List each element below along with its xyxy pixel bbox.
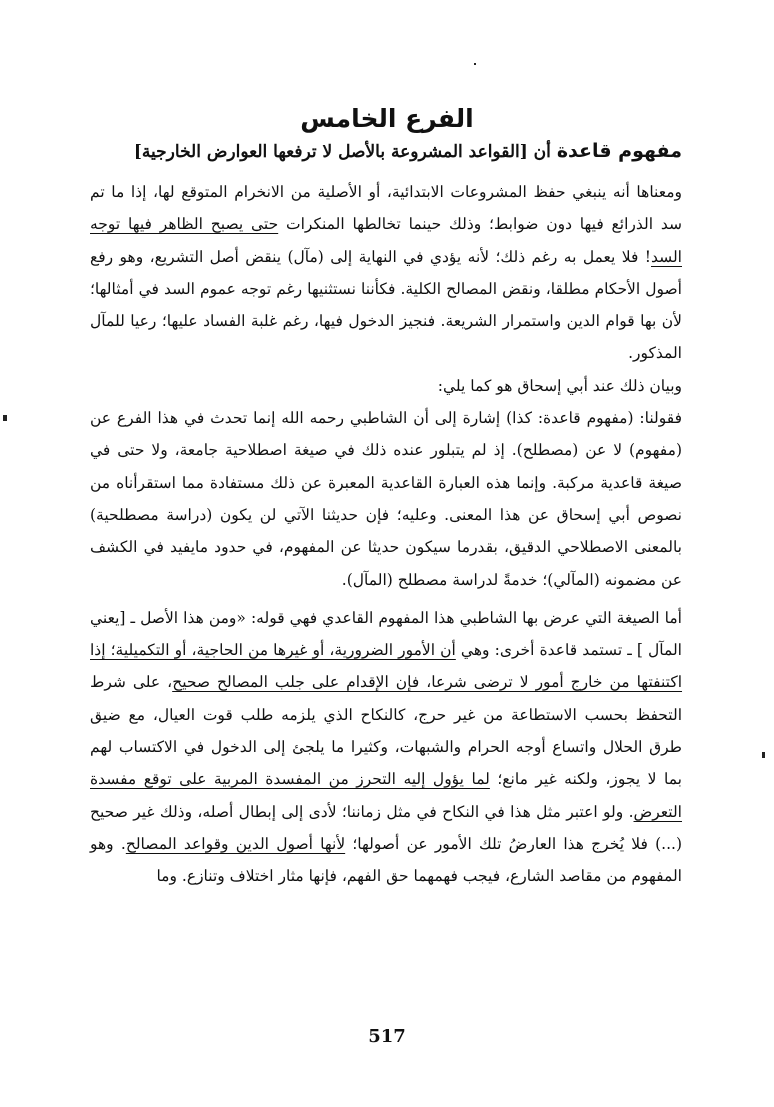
underlined-phrase: حتى يصبح الظاهر فيها توجه السد bbox=[90, 215, 682, 266]
paragraph bbox=[90, 402, 682, 596]
scan-mark-left bbox=[3, 415, 7, 421]
text-segment: ! فلا يعمل به رغم ذلك؛ لأنه يؤدي في النهاية إلى (مآل) ينقض أصل التشريع، وهو رفع أصول الأحكام مطلقا، ونقض المصالح الكلية. فكأننا نستثنيها رغم توجه عموم السد في أمثالها؛ لأن بها قوام الدين واستمرار الشريعة. فنجيز الدخول فيها، رغم غلبة الفساد عليها؛ رعيا للمآل المذكور. bbox=[90, 247, 682, 363]
scan-mark-right bbox=[762, 752, 765, 758]
page-number: 517 bbox=[368, 1026, 406, 1047]
underlined-phrase: لأنها أصول الدين وقواعد المصالح bbox=[125, 834, 346, 853]
text-segment: وبيان ذلك عند أبي إسحاق هو كما يلي: bbox=[437, 376, 682, 395]
section-title: الفرع الخامس bbox=[300, 104, 474, 133]
text-segment: فقولنا: (مفهوم قاعدة: كذا) إشارة إلى أن الشاطبي رحمه الله إنما تحدث في هذا الفرع عن (مفهوم) لا عن (مصطلح). إذ لم يتبلور عنده ذلك في صيغة اصطلاحية جامعة، ولا حتى في صيغة قاعدية مركبة. وإنما هذه العبارة القاعدية المعبرة عن ذلك مستفادة مما استقرأناه من نصوص أبي إسحاق عن هذا المعنى. وعليه؛ فإن حديثنا الآتي لن يكون (دراسة مصطلحية) بالمعنى الاصطلاحي الدقيق، بقدرما سيكون حديثا عن المفهوم، في حدود مايفيد في الكشف عن مضمونه (المآلي)؛ خدمةً لدراسة مصطلح (المآل). bbox=[90, 409, 682, 589]
heading-keyword: مفهوم قاعدة bbox=[556, 140, 682, 162]
text-segment: أما الصيغة التي عرض بها الشاطبي هذا المفهوم القاعدي فهي قوله: «ومن هذا الأصل ـ [يعني المآل ] ـ تستمد قاعدة أخرى: وهي bbox=[90, 608, 682, 660]
body-text bbox=[90, 176, 682, 893]
paragraph bbox=[90, 370, 682, 402]
heading-text: أن [القواعد المشروعة بالأصل لا ترفعها العوارض الخارجية] bbox=[133, 142, 557, 162]
text-segment: ، على شرط التحفظ بحسب الاستطاعة من غير حرج، كالنكاح الذي يلزمه طلب قوت العيال، مع ضيق طرق الحلال واتساع أوجه الحرام والشبهات، وكثيرا ما يلجئ إلى الدخول في الاكتساب لهم بما لا يجوز، ولكنه غير مانع؛ bbox=[90, 673, 682, 789]
scan-mark-top bbox=[474, 63, 476, 65]
text-segment: . ولو اعتبر مثل هذا في النكاح في مثل زماننا؛ لأدى إلى إبطال أصله، وذلك غير صحيح (...) فلا يُخرج هذا العارضُ تلك الأمور عن أصولها؛ bbox=[90, 802, 682, 853]
paragraph bbox=[90, 176, 682, 370]
underlined-phrase: لما يؤول إليه التحرز من المفسدة المربية على توقع مفسدة التعرض bbox=[90, 770, 682, 821]
underlined-phrase: أن الأمور الضرورية، أو غيرها من الحاجية، أو التكميلية؛ إذا اكتنفتها من خارج أمور لا ترضى شرعا، فإن الإقدام على جلب المصالح صحيح bbox=[90, 641, 683, 692]
text-segment: ومعناها أنه ينبغي حفظ المشروعات الابتدائية، أو الأصلية من الانخرام المتوقع لها، إذا ما تم سد الذرائع فيها دون ضوابط؛ وذلك حينما تخالطها المنكرات bbox=[90, 183, 682, 234]
paragraph bbox=[90, 602, 682, 893]
section-heading bbox=[82, 140, 682, 162]
text-segment: . وهو المفهوم من مقاصد الشارع، فيجب فهمهما حق الفهم، فإنها مثار اختلاف وتنازع. وما bbox=[90, 834, 682, 886]
